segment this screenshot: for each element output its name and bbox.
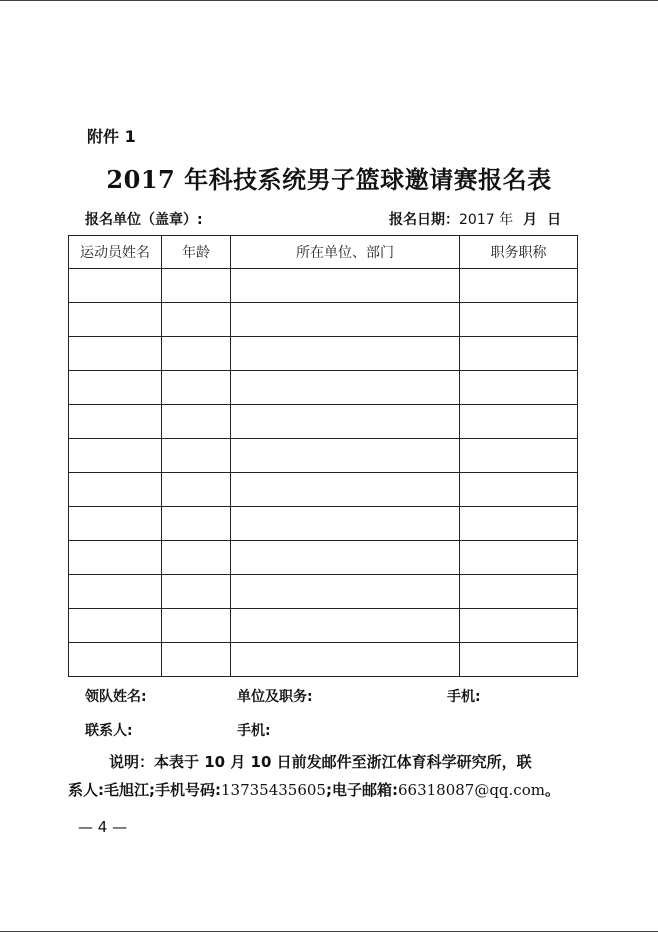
table-cell[interactable] <box>69 575 162 609</box>
note-email: 66318087@qq.com <box>397 781 545 799</box>
note-email-label: ;电子邮箱: <box>325 781 398 799</box>
table-cell[interactable] <box>162 541 231 575</box>
table-cell[interactable] <box>162 609 231 643</box>
registration-date-year: 2017 年 <box>459 212 514 228</box>
table-row <box>69 337 578 371</box>
column-header-position-title: 职务职称 <box>460 236 578 269</box>
table-row <box>69 541 578 575</box>
team-leader-name-label: 领队姓名: <box>85 689 147 705</box>
table-cell[interactable] <box>231 269 460 303</box>
table-cell[interactable] <box>69 609 162 643</box>
table-row <box>69 269 578 303</box>
table-cell[interactable] <box>460 473 578 507</box>
table-cell[interactable] <box>231 473 460 507</box>
table-cell[interactable] <box>162 269 231 303</box>
table-cell[interactable] <box>231 303 460 337</box>
table-cell[interactable] <box>460 371 578 405</box>
column-header-unit-department: 所在单位、部门 <box>231 236 460 269</box>
table-cell[interactable] <box>460 337 578 371</box>
table-row <box>69 473 578 507</box>
table-cell[interactable] <box>69 643 162 677</box>
table-cell[interactable] <box>460 541 578 575</box>
contact-person-label: 联系人: <box>85 723 133 739</box>
table-cell[interactable] <box>69 269 162 303</box>
table-cell[interactable] <box>69 303 162 337</box>
instructions-line-2 <box>68 776 580 804</box>
column-header-age: 年龄 <box>162 236 231 269</box>
note-end-mark: 。 <box>544 781 560 799</box>
table-header-row <box>69 236 578 269</box>
table-row <box>69 439 578 473</box>
table-cell[interactable] <box>231 609 460 643</box>
registration-unit-label: 报名单位（盖章）: <box>85 212 203 228</box>
table-cell[interactable] <box>69 405 162 439</box>
table-cell[interactable] <box>69 337 162 371</box>
table-cell[interactable] <box>231 371 460 405</box>
page-title: 2017 年科技系统男子篮球邀请赛报名表 <box>106 165 552 194</box>
contact-phone-label: 手机: <box>237 723 271 739</box>
table-cell[interactable] <box>162 371 231 405</box>
table-cell[interactable] <box>231 541 460 575</box>
table-cell[interactable] <box>162 405 231 439</box>
instructions-line-1: 说明：本表于 10 月 10 日前发邮件至浙江体育科学研究所，联 <box>109 753 532 771</box>
note-phone-number: 13735435605 <box>221 781 326 799</box>
table-body <box>69 269 578 677</box>
top-border <box>0 0 658 1</box>
table-cell[interactable] <box>460 405 578 439</box>
unit-and-position-label: 单位及职务: <box>237 689 313 705</box>
table-cell[interactable] <box>231 575 460 609</box>
table-cell[interactable] <box>460 303 578 337</box>
leader-phone-label: 手机: <box>447 689 481 705</box>
table-row <box>69 575 578 609</box>
table-cell[interactable] <box>231 507 460 541</box>
table-cell[interactable] <box>69 473 162 507</box>
table-cell[interactable] <box>162 337 231 371</box>
table-cell[interactable] <box>69 439 162 473</box>
registration-table <box>68 235 578 677</box>
table-row <box>69 643 578 677</box>
table-cell[interactable] <box>162 473 231 507</box>
table-cell[interactable] <box>231 405 460 439</box>
table-cell[interactable] <box>460 609 578 643</box>
table-cell[interactable] <box>69 541 162 575</box>
registration-date <box>389 209 561 229</box>
table-cell[interactable] <box>231 643 460 677</box>
table-row <box>69 609 578 643</box>
table-row <box>69 303 578 337</box>
table-row <box>69 507 578 541</box>
column-header-athlete-name: 运动员姓名 <box>69 236 162 269</box>
attachment-label: 附件 1 <box>87 127 136 146</box>
registration-date-day: 日 <box>547 212 562 228</box>
table-cell[interactable] <box>460 269 578 303</box>
registration-date-label: 报名日期： <box>389 212 459 228</box>
table-cell[interactable] <box>460 575 578 609</box>
instructions-note <box>68 748 580 804</box>
table-row <box>69 371 578 405</box>
bottom-border <box>0 931 658 932</box>
table-cell[interactable] <box>162 575 231 609</box>
page-number: — 4 — <box>78 818 128 836</box>
table-cell[interactable] <box>162 439 231 473</box>
table-cell[interactable] <box>69 371 162 405</box>
table-cell[interactable] <box>231 337 460 371</box>
registration-date-month: 月 <box>523 212 538 228</box>
table-cell[interactable] <box>460 507 578 541</box>
table-cell[interactable] <box>162 507 231 541</box>
table-cell[interactable] <box>460 643 578 677</box>
table-cell[interactable] <box>231 439 460 473</box>
table-cell[interactable] <box>162 303 231 337</box>
table-cell[interactable] <box>460 439 578 473</box>
note-contact-prefix: 系人:毛旭江;手机号码: <box>68 781 221 799</box>
table-cell[interactable] <box>162 643 231 677</box>
table-row <box>69 405 578 439</box>
table-cell[interactable] <box>69 507 162 541</box>
